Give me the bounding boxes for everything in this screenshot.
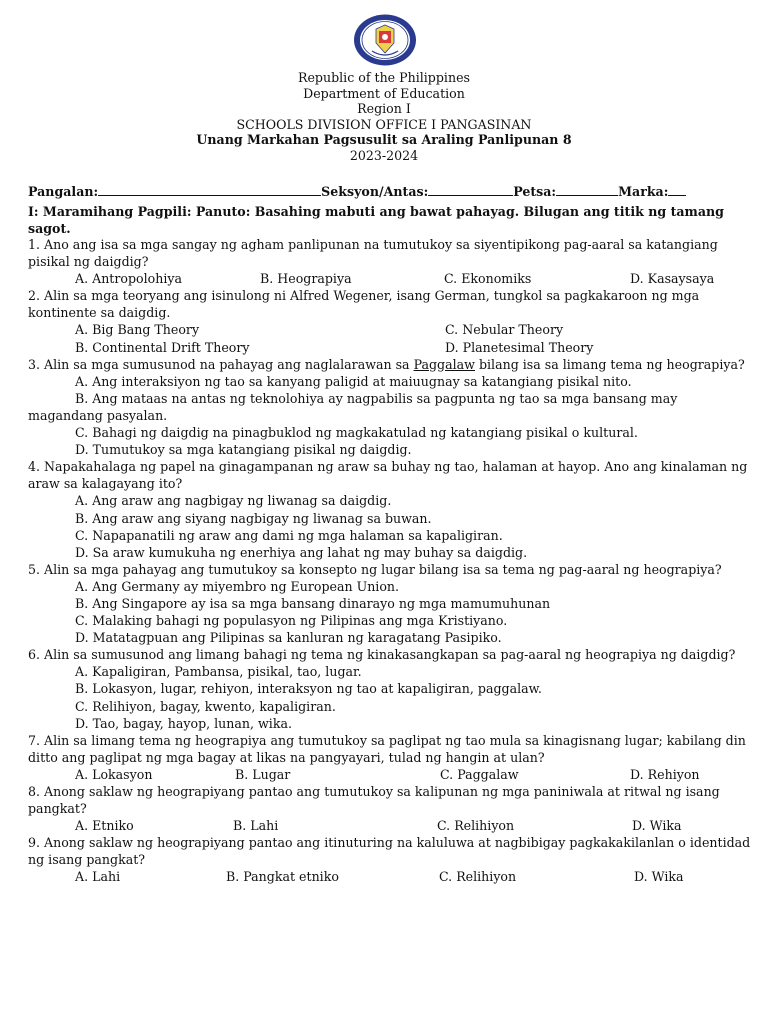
question-8: 8. Anong saklaw ng heograpiyang pantao ang tumutukoy sa kalipunan ng mga paniniwala at ritwal ng isang pangkat? bbox=[28, 784, 720, 817]
option-6d[interactable]: D. Tao, bagay, hayop, lunan, wika. bbox=[75, 715, 292, 731]
option-5c[interactable]: C. Malaking bahagi ng populasyon ng Pilipinas ang mga Kristiyano. bbox=[75, 613, 508, 629]
option-2d[interactable]: D. Planetesimal Theory bbox=[445, 339, 594, 355]
option-6b[interactable]: B. Lokasyon, lugar, rehiyon, interaksyon ng tao at kapaligiran, paggalaw. bbox=[75, 681, 542, 697]
option-9a[interactable]: A. Lahi bbox=[75, 869, 121, 885]
option-1a[interactable]: A. Antropolohiya bbox=[75, 271, 182, 287]
date-blank[interactable] bbox=[556, 184, 618, 196]
option-7a[interactable]: A. Lokasyon bbox=[75, 766, 153, 782]
question-7: 7. Alin sa limang tema ng heograpiya ang tumutukoy sa paglipat ng tao mula sa kinagisnang lugar; kabilang din ditto ang paglipat ng mga bagay at likas na pangyayari, tulad ng hangin at ulan? bbox=[28, 732, 746, 765]
option-3b[interactable]: B. Ang mataas na antas ng teknolohiya ay nagpabilis sa pagpunta ng tao sa mga bansang may magandang pasyalan. bbox=[28, 390, 678, 423]
option-2a[interactable]: A. Big Bang Theory bbox=[75, 322, 200, 338]
question-4: 4. Napakahalaga ng papel na ginagampanan ng araw sa buhay ng tao, halaman at hayop. Ano ang kinalaman ng araw sa kalagayang ito? bbox=[28, 459, 748, 492]
score-blank[interactable] bbox=[668, 184, 686, 196]
question-2-options-row1 bbox=[28, 321, 756, 338]
question-3 bbox=[28, 356, 756, 373]
school-year: 2023-2024 bbox=[349, 147, 419, 163]
option-3a[interactable]: A. Ang interaksiyon ng tao sa kanyang paligid at maiuugnay sa katangiang pisikal nito. bbox=[75, 373, 632, 389]
question-9-options bbox=[28, 868, 756, 885]
question-8-options bbox=[28, 817, 756, 834]
question-6: 6. Alin sa sumusunod ang limang bahagi ng tema ng kinakasangkapan sa pag-aaral ng heograpiya ng daigdig? bbox=[28, 647, 736, 663]
question-2: 2. Alin sa mga teoryang ang isinulong ni Alfred Wegener, isang German, tungkol sa pagkakaroon ng mga kontinente sa daigdig. bbox=[28, 288, 700, 321]
option-6c[interactable]: C. Relihiyon, bagay, kwento, kapaligiran. bbox=[75, 698, 336, 714]
option-4b[interactable]: B. Ang araw ang siyang nagbigay ng liwanag sa buwan. bbox=[75, 510, 432, 526]
option-8d[interactable]: D. Wika bbox=[632, 818, 682, 834]
date-label: Petsa: bbox=[513, 184, 557, 199]
option-3d[interactable]: D. Tumutukoy sa mga katangiang pisikal ng daigdig. bbox=[75, 442, 412, 458]
option-7b[interactable]: B. Lugar bbox=[235, 766, 291, 782]
question-1: 1. Ano ang isa sa mga sangay ng agham panlipunan na tumutukoy sa siyentipikong pag-aaral sa katangiang pisikal ng daigdig? bbox=[28, 237, 718, 270]
option-9b[interactable]: B. Pangkat etniko bbox=[226, 869, 339, 885]
instructions: I: Maramihang Pagpili: Panuto: Basahing mabuti ang bawat pahayag. Bilugan ang titik ng tamang sagot. bbox=[28, 204, 724, 236]
header-division: SCHOOLS DIVISION OFFICE I PANGASINAN bbox=[236, 116, 532, 132]
option-1c[interactable]: C. Ekonomiks bbox=[444, 271, 532, 287]
option-9c[interactable]: C. Relihiyon bbox=[439, 869, 517, 885]
question-7-options bbox=[28, 766, 756, 783]
option-4d[interactable]: D. Sa araw kumukuha ng enerhiya ang lahat ng may buhay sa daigdig. bbox=[75, 544, 528, 560]
question-5: 5. Alin sa mga pahayag ang tumutukoy sa konsepto ng lugar bilang isa sa tema ng pag-aaral ng heograpiya? bbox=[28, 561, 722, 577]
question-3-stem-end: bilang isa sa limang tema ng heograpiya? bbox=[474, 356, 745, 372]
question-3-stem-start: 3. Alin sa mga sumusunod na pahayag ang naglalarawan sa bbox=[28, 356, 414, 372]
option-4a[interactable]: A. Ang araw ang nagbigay ng liwanag sa daigdig. bbox=[75, 493, 392, 509]
option-1b[interactable]: B. Heograpiya bbox=[260, 271, 352, 287]
option-7c[interactable]: C. Paggalaw bbox=[440, 766, 519, 782]
option-8a[interactable]: A. Etniko bbox=[75, 818, 134, 834]
header-region: Region I bbox=[357, 101, 411, 116]
student-info-line bbox=[28, 184, 756, 200]
question-9: 9. Anong saklaw ng heograpiyang pantao ang itinuturing na kaluluwa at nagbibigay pagkakakilanlan o identidad ng isang pangkat? bbox=[28, 835, 751, 868]
option-8c[interactable]: C. Relihiyon bbox=[437, 818, 515, 834]
name-blank[interactable] bbox=[98, 184, 321, 196]
option-6a[interactable]: A. Kapaligiran, Pambansa, pisikal, tao, lugar. bbox=[75, 664, 362, 680]
header-department: Department of Education bbox=[303, 85, 465, 101]
question-2-options-row2 bbox=[28, 339, 756, 356]
option-4c[interactable]: C. Napapanatili ng araw ang dami ng mga halaman sa kapaligiran. bbox=[75, 527, 503, 543]
option-2c[interactable]: C. Nebular Theory bbox=[445, 322, 564, 338]
option-7d[interactable]: D. Rehiyon bbox=[630, 766, 700, 782]
option-5b[interactable]: B. Ang Singapore ay isa sa mga bansang dinarayo ng mga mamumuhunan bbox=[75, 595, 551, 611]
document-header bbox=[0, 70, 768, 163]
option-3c[interactable]: C. Bahagi ng daigdig na pinagbuklod ng magkakatulad ng katangiang pisikal o kultural. bbox=[75, 425, 638, 441]
question-3-keyword: Paggalaw bbox=[413, 356, 475, 372]
header-republic: Republic of the Philippines bbox=[297, 70, 470, 85]
section-label: Seksyon/Antas: bbox=[321, 184, 429, 199]
option-1d[interactable]: D. Kasaysaya bbox=[630, 271, 715, 287]
name-label: Pangalan: bbox=[28, 184, 99, 199]
option-8b[interactable]: B. Lahi bbox=[233, 818, 279, 834]
question-1-options bbox=[28, 270, 756, 287]
score-label: Marka: bbox=[618, 184, 669, 199]
option-2b[interactable]: B. Continental Drift Theory bbox=[75, 339, 250, 355]
question-list bbox=[28, 236, 756, 886]
option-5d[interactable]: D. Matatagpuan ang Pilipinas sa kanluran ng karagatang Pasipiko. bbox=[75, 630, 502, 646]
exam-title: Unang Markahan Pagsusulit sa Araling Panlipunan 8 bbox=[196, 132, 572, 147]
option-9d[interactable]: D. Wika bbox=[634, 869, 684, 885]
option-5a[interactable]: A. Ang Germany ay miyembro ng European Union. bbox=[75, 578, 400, 594]
deped-seal-icon bbox=[352, 13, 418, 67]
section-blank[interactable] bbox=[428, 184, 513, 196]
